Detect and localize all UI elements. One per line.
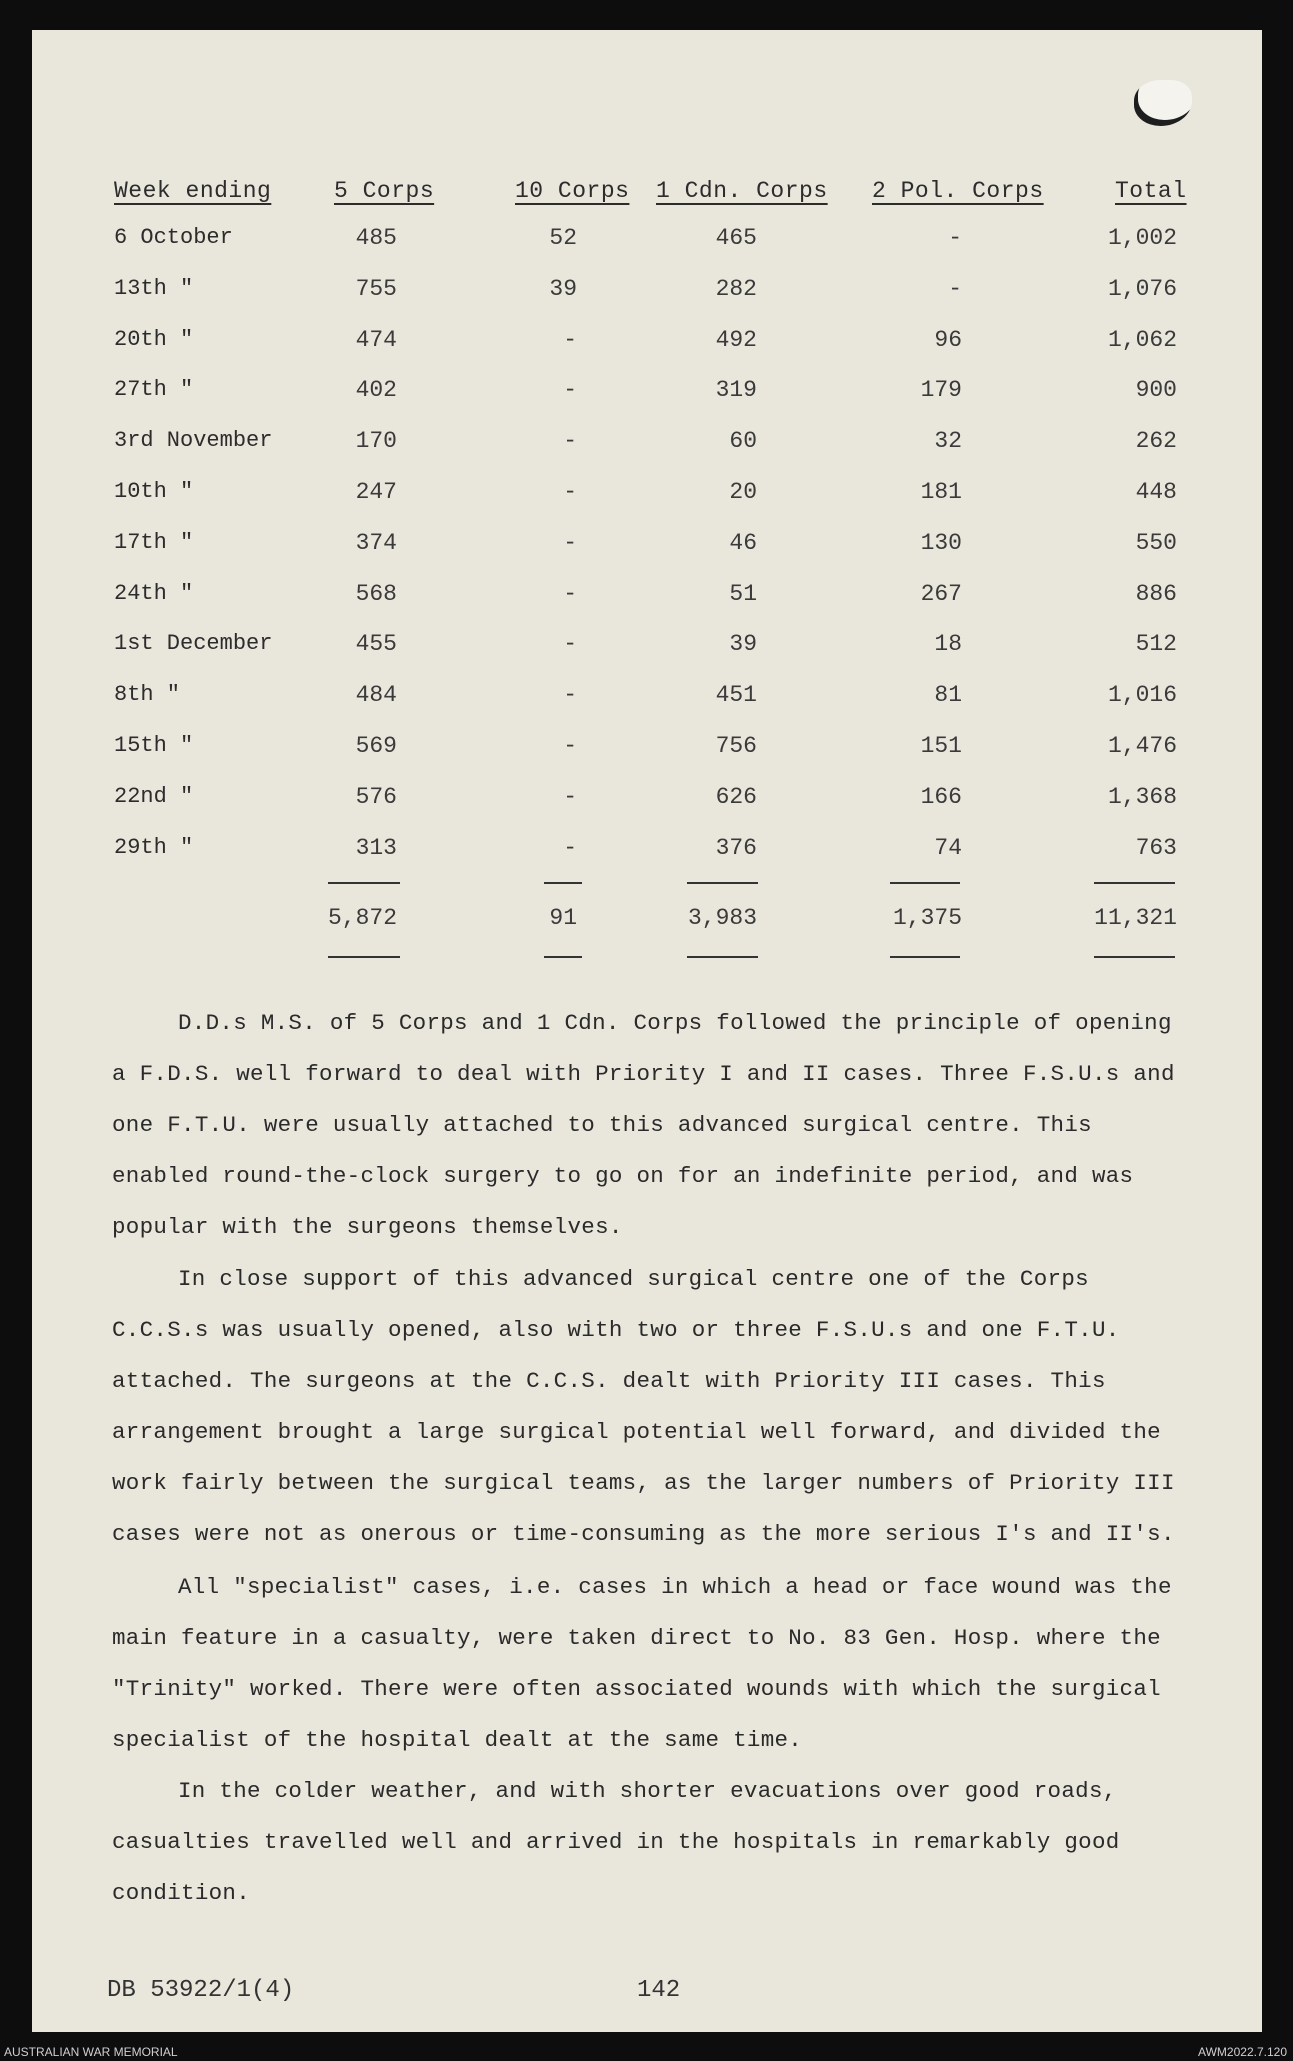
col-5-corps-cell: 485 bbox=[355, 225, 397, 251]
col-1-cdn-corps-cell: 46 bbox=[729, 529, 757, 556]
col-5-corps-cell: 576 bbox=[355, 783, 397, 810]
col-5-corps-cell: 247 bbox=[355, 479, 397, 505]
sum-rule bbox=[328, 882, 400, 884]
sum-rule bbox=[890, 882, 960, 884]
col-total-cell: 262 bbox=[1135, 428, 1177, 455]
total-rule bbox=[890, 956, 960, 958]
col-10-corps-cell: 39 bbox=[549, 275, 577, 302]
week-ending-cell: 10th " bbox=[114, 479, 194, 504]
col-5-corps-cell: 374 bbox=[355, 529, 397, 556]
col-1-cdn-corps-cell: 51 bbox=[729, 580, 757, 607]
col-10-corps-cell: - bbox=[563, 377, 577, 404]
col-2-pol-corps-cell: 96 bbox=[934, 326, 962, 353]
col-1-cdn-corps-cell: 492 bbox=[715, 326, 757, 353]
col-5-corps-cell: 402 bbox=[355, 377, 397, 404]
total-col-1-cdn-corps: 3,983 bbox=[687, 905, 757, 931]
col-5-corps-cell: 568 bbox=[355, 580, 397, 607]
col-5-corps-cell: 484 bbox=[355, 682, 397, 709]
col-1-cdn-corps-cell: 626 bbox=[715, 783, 757, 810]
week-ending-cell: 8th " bbox=[114, 682, 181, 708]
col-2-pol-corps-cell: 179 bbox=[920, 377, 962, 404]
col-1-cdn-corps-cell: 465 bbox=[715, 225, 757, 251]
col-10-corps-cell: 52 bbox=[549, 225, 577, 251]
col-2-pol-corps-cell: 151 bbox=[920, 733, 962, 759]
col-5-corps-cell: 755 bbox=[355, 275, 397, 302]
total-rule bbox=[328, 956, 400, 958]
col-total-cell: 550 bbox=[1135, 529, 1177, 556]
col-10-corps-cell: - bbox=[563, 834, 577, 861]
col-total-cell: 1,476 bbox=[1107, 733, 1177, 759]
week-ending-cell: 20th " bbox=[114, 326, 194, 352]
col-1-cdn-corps-cell: 39 bbox=[729, 631, 757, 658]
col-2-pol-corps-cell: 18 bbox=[934, 631, 962, 658]
col-total-cell: 1,016 bbox=[1107, 682, 1177, 709]
week-ending-cell: 24th " bbox=[114, 580, 194, 606]
total-rule bbox=[544, 956, 582, 958]
total-col-2-pol-corps: 1,375 bbox=[892, 905, 962, 931]
week-ending-cell: 3rd November bbox=[114, 428, 273, 454]
col-2-pol-corps-cell: 166 bbox=[920, 783, 962, 810]
header-total: Total bbox=[1115, 178, 1187, 204]
header-10-corps: 10 Corps bbox=[515, 178, 630, 204]
col-total-cell: 1,076 bbox=[1107, 275, 1177, 302]
col-total-cell: 1,002 bbox=[1107, 225, 1177, 251]
col-10-corps-cell: - bbox=[563, 631, 577, 658]
col-10-corps-cell: - bbox=[563, 428, 577, 455]
col-1-cdn-corps-cell: 60 bbox=[729, 428, 757, 455]
document-reference: DB 53922/1(4) bbox=[107, 1977, 295, 2004]
col-10-corps-cell: - bbox=[563, 682, 577, 709]
col-2-pol-corps-cell: 74 bbox=[934, 834, 962, 861]
col-2-pol-corps-cell: 81 bbox=[934, 682, 962, 709]
header-5-corps: 5 Corps bbox=[334, 178, 435, 204]
sum-rule bbox=[544, 882, 582, 884]
week-ending-cell: 13th " bbox=[114, 275, 194, 301]
col-1-cdn-corps-cell: 451 bbox=[715, 682, 757, 709]
col-1-cdn-corps-cell: 376 bbox=[715, 834, 757, 861]
archive-caption: AUSTRALIAN WAR MEMORIAL bbox=[4, 2045, 178, 2059]
col-2-pol-corps-cell: - bbox=[948, 225, 962, 251]
header-1-cdn-corps: 1 Cdn. Corps bbox=[656, 178, 828, 204]
col-1-cdn-corps-cell: 756 bbox=[715, 733, 757, 759]
week-ending-cell: 15th " bbox=[114, 733, 194, 758]
col-5-corps-cell: 474 bbox=[355, 326, 397, 353]
col-1-cdn-corps-cell: 282 bbox=[715, 275, 757, 302]
col-5-corps-cell: 455 bbox=[355, 631, 397, 658]
col-1-cdn-corps-cell: 20 bbox=[729, 479, 757, 505]
col-10-corps-cell: - bbox=[563, 733, 577, 759]
col-10-corps-cell: - bbox=[563, 580, 577, 607]
total-col-5-corps: 5,872 bbox=[327, 905, 397, 931]
torn-corner bbox=[1134, 80, 1192, 126]
col-10-corps-cell: - bbox=[563, 783, 577, 810]
col-2-pol-corps-cell: 181 bbox=[920, 479, 962, 505]
col-2-pol-corps-cell: 32 bbox=[934, 428, 962, 455]
paragraph-2: In close support of this advanced surgical centre one of the Corps C.C.S.s was usually opened, also with two or three F.S.U.s and one F.T.U. attached. The surgeons at the C.C.S. dealt with Priority III cases. This arrangement brought a large surgical potential well forward, and divided the work fairly between the surgical teams, as the larger numbers of Priority III cases were not as onerous or time-consuming as the more serious I's and II's. bbox=[112, 1266, 1175, 1547]
col-10-corps-cell: - bbox=[563, 479, 577, 505]
col-5-corps-cell: 313 bbox=[355, 834, 397, 861]
paragraph-4: In the colder weather, and with shorter evacuations over good roads, casualties travelled well and arrived in the hospitals in remarkably good condition. bbox=[112, 1778, 1120, 1906]
col-total-cell: 448 bbox=[1135, 479, 1177, 505]
col-5-corps-cell: 170 bbox=[355, 428, 397, 455]
col-5-corps-cell: 569 bbox=[355, 733, 397, 759]
sum-rule bbox=[687, 882, 758, 884]
week-ending-cell: 17th " bbox=[114, 529, 194, 555]
col-total-cell: 900 bbox=[1135, 377, 1177, 404]
col-total-cell: 886 bbox=[1135, 580, 1177, 607]
page-number: 142 bbox=[637, 1977, 681, 2004]
col-2-pol-corps-cell: 130 bbox=[920, 529, 962, 556]
col-10-corps-cell: - bbox=[563, 326, 577, 353]
header-2-pol-corps: 2 Pol. Corps bbox=[872, 178, 1044, 204]
week-ending-cell: 29th " bbox=[114, 834, 194, 860]
paragraph-3: All "specialist" cases, i.e. cases in which a head or face wound was the main feature in a casualty, were taken direct to No. 83 Gen. Hosp. where the "Trinity" worked. There were often associated wounds with which the surgical specialist of the hospital dealt at the same time. bbox=[112, 1574, 1172, 1753]
week-ending-cell: 6 October bbox=[114, 225, 233, 250]
paragraph-1: D.D.s M.S. of 5 Corps and 1 Cdn. Corps followed the principle of opening a F.D.S. well forward to deal with Priority I and II cases. Three F.S.U.s and one F.T.U. were usually attached to this advanced surgical centre. This enabled round-the-clock surgery to go on for an indefinite period, and was popular with the surgeons themselves. bbox=[112, 1010, 1175, 1240]
col-total-cell: 512 bbox=[1135, 631, 1177, 658]
total-col-total: 11,321 bbox=[1094, 905, 1177, 931]
col-total-cell: 1,368 bbox=[1107, 783, 1177, 810]
col-total-cell: 1,062 bbox=[1107, 326, 1177, 353]
week-ending-cell: 1st December bbox=[114, 631, 273, 657]
col-2-pol-corps-cell: - bbox=[948, 275, 962, 302]
week-ending-cell: 27th " bbox=[114, 377, 194, 403]
document-page bbox=[32, 30, 1262, 2032]
total-rule bbox=[687, 956, 758, 958]
col-total-cell: 763 bbox=[1135, 834, 1177, 861]
week-ending-cell: 22nd " bbox=[114, 783, 194, 809]
col-2-pol-corps-cell: 267 bbox=[920, 580, 962, 607]
total-col-10-corps: 91 bbox=[549, 905, 577, 931]
total-rule bbox=[1094, 956, 1175, 958]
header-week-ending: Week ending bbox=[114, 178, 272, 204]
sum-rule bbox=[1094, 882, 1175, 884]
col-1-cdn-corps-cell: 319 bbox=[715, 377, 757, 404]
col-10-corps-cell: - bbox=[563, 529, 577, 556]
archive-id: AWM2022.7.120 bbox=[1198, 2045, 1287, 2059]
